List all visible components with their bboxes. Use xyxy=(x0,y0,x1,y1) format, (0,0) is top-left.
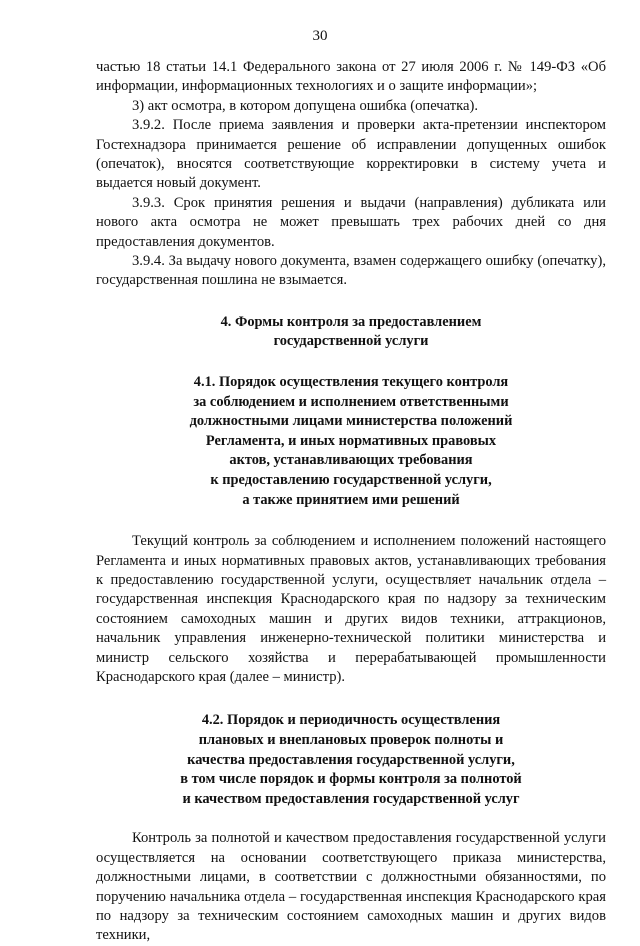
section-4-heading xyxy=(96,313,606,352)
heading-line: 4.1. Порядок осуществления текущего контроля xyxy=(193,374,509,391)
section-4-2-paragraph: Контроль за полнотой и качеством предоставления государственной услуги осуществляется на основании соответствующего приказа министерства, должностными лицами, в соответствии с должностными обязанностями, по поручению начальника отдела – государственная инспекция Краснодарского края по надзору за техническим состоянием самоходных машин и других видов техники, xyxy=(96,830,606,944)
heading-line: 4. Формы контроля за предоставлением xyxy=(220,313,482,330)
paragraph-3-9-3: 3.9.3. Срок принятия решения и выдачи (направления) дубликата или нового акта осмотра не может превышать трех рабочих дней со дня предоставления документов. xyxy=(96,194,606,250)
heading-line: качества предоставления государственной услуги, xyxy=(187,751,515,768)
heading-line: к предоставлению государственной услуги, xyxy=(210,472,492,489)
heading-line: в том числе порядок и формы контроля за полнотой xyxy=(180,771,522,788)
heading-line: а также принятием ими решений xyxy=(242,491,460,508)
heading-line: государственной услуги xyxy=(273,333,429,350)
paragraph-3-9-2: 3.9.2. После приема заявления и проверки акта-претензии инспектором Гостехнадзора принимается решение об исправлении допущенных ошибок (опечаток), вносятся соответствующие корректировки в систему учета и выдается новый документ. xyxy=(96,117,606,192)
heading-line: актов, устанавливающих требования xyxy=(229,452,473,469)
document-body xyxy=(96,58,606,946)
heading-line: должностными лицами министерства положений xyxy=(189,413,513,430)
section-4-1-heading xyxy=(96,373,606,510)
heading-line: Регламента, и иных нормативных правовых xyxy=(205,432,497,449)
section-4-2-heading xyxy=(96,711,606,809)
heading-line: плановых и внеплановых проверок полноты и xyxy=(198,732,504,749)
heading-line: за соблюдением и исполнением ответственными xyxy=(193,393,509,410)
list-item-3: 3) акт осмотра, в котором допущена ошибка (опечатка). xyxy=(132,97,478,114)
section-4-1-paragraph: Текущий контроль за соблюдением и исполнением положений настоящего Регламента и иных нормативных правовых актов, устанавливающих требования к предоставлению государственной услуги, осуществляет начальник отдела – государственная инспекция Краснодарского края по надзору за техническим состоянием самоходных машин и других видов техники, аттракционов, начальник управления инженерно-технической политики министерства и министр сельского хозяйства и перерабатывающей промышленности Краснодарского края (далее – министр). xyxy=(96,533,606,686)
paragraph-3-9-4: 3.9.4. За выдачу нового документа, взамен содержащего ошибку (опечатку), государственная пошлина не взымается. xyxy=(96,253,606,289)
page-number: 30 xyxy=(312,28,328,44)
heading-line: и качеством предоставления государственной услуг xyxy=(182,790,520,807)
heading-line: 4.2. Порядок и периодичность осуществления xyxy=(201,712,501,729)
paragraph-continuation: частью 18 статьи 14.1 Федерального закона от 27 июля 2006 г. № 149-ФЗ «Об информации, информационных технологиях и о защите информации»; xyxy=(96,59,606,95)
